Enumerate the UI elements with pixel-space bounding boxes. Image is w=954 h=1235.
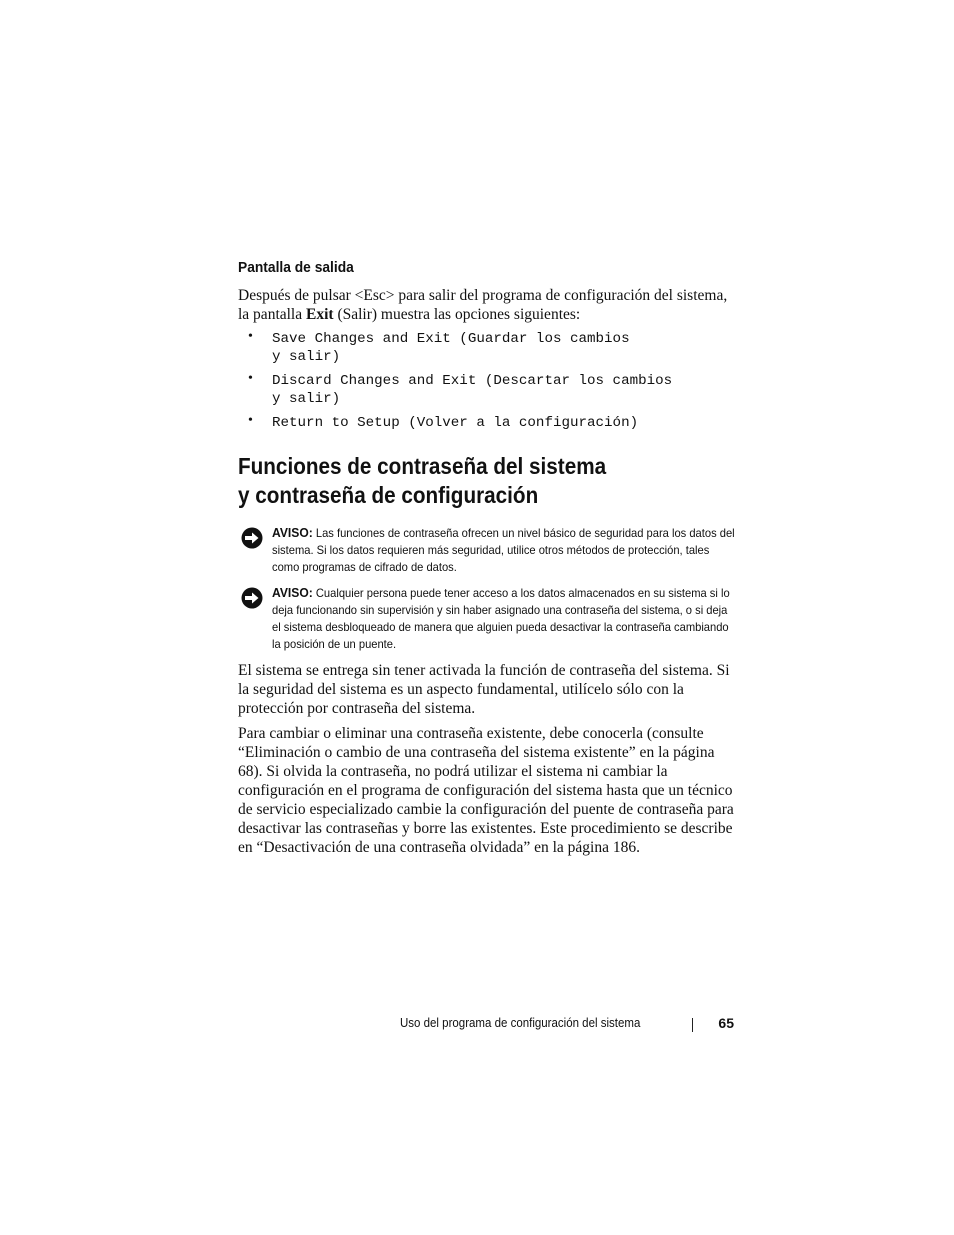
bullet-icon: •: [248, 371, 253, 386]
bullet-icon: •: [248, 329, 253, 344]
list-item: [238, 330, 738, 366]
notice-text: Cualquier persona puede tener acceso a los datos almacenados en su sistema si lo deja funcionando sin supervisión y sin haber asignado una contraseña del sistema, o si deja el sistema desbloqueado de manera que alguien pueda desactivar la contraseña cambiando la posición de un puente.: [272, 586, 730, 651]
notice-text: Las funciones de contraseña ofrecen un nivel básico de seguridad para los datos del sistema. Si los datos requieren más seguridad, utilice otros métodos de protección, tales como programas de cifrado de datos.: [272, 526, 735, 574]
bullet-icon: •: [248, 413, 253, 428]
option-line: y salir): [272, 349, 341, 365]
notice-content: [272, 584, 736, 653]
subheading: Pantalla de salida: [238, 259, 354, 276]
body-paragraph: El sistema se entrega sin tener activada la función de contraseña del sistema. Si la seguridad del sistema es un aspecto fundamental, utilícelo sólo con la protección por contraseña del sistema.: [238, 662, 730, 717]
footer-chapter-title: Uso del programa de configuración del sistema: [400, 1016, 641, 1030]
list-item: [238, 414, 738, 432]
heading-line-2: y contraseña de configuración: [238, 482, 539, 508]
page-number: 65: [718, 1015, 734, 1031]
intro-text-2: (Salir) muestra las opciones siguientes:: [333, 306, 581, 323]
notice-label: AVISO:: [272, 585, 313, 600]
notice-arrow-icon: [241, 587, 263, 609]
body-paragraph: Para cambiar o eliminar una contraseña existente, debe conocerla (consulte “Eliminación o cambio de una contraseña del sistema existente” en la página 68). Si olvida la contraseña, no podrá utilizar el sistema ni cambiar la configuración en el programa de configuración del sistema hasta que un técnico de servicio especializado cambie la configuración del puente de contraseña para desactivar las contraseñas y borre las existentes. Este procedimiento se describe en “Desactivación de una contraseña olvidada” en la página 186.: [238, 725, 734, 856]
notice-label: AVISO:: [272, 525, 313, 540]
heading-line-1: Funciones de contraseña del sistema: [238, 453, 607, 479]
notice-arrow-icon: [241, 527, 263, 549]
section-heading: [238, 452, 688, 510]
exit-options-list: [238, 330, 738, 432]
option-line: y salir): [272, 391, 341, 407]
option-line: Return to Setup (Volver a la configuración): [272, 415, 639, 431]
option-line: Discard Changes and Exit (Descartar los cambios: [272, 373, 673, 389]
page-content: [238, 258, 738, 863]
intro-text-1: Después de pulsar <Esc> para salir del programa de configuración del sistema, la pantalla: [238, 287, 728, 323]
intro-bold-exit: Exit: [306, 306, 334, 323]
notice-content: [272, 524, 736, 576]
notice-box: [238, 584, 738, 653]
option-line: Save Changes and Exit (Guardar los cambios: [272, 331, 630, 347]
notice-box: [238, 524, 738, 576]
page-footer: [400, 1014, 736, 1034]
footer-separator: [692, 1018, 693, 1032]
list-item: [238, 372, 738, 408]
intro-paragraph: [238, 286, 738, 324]
